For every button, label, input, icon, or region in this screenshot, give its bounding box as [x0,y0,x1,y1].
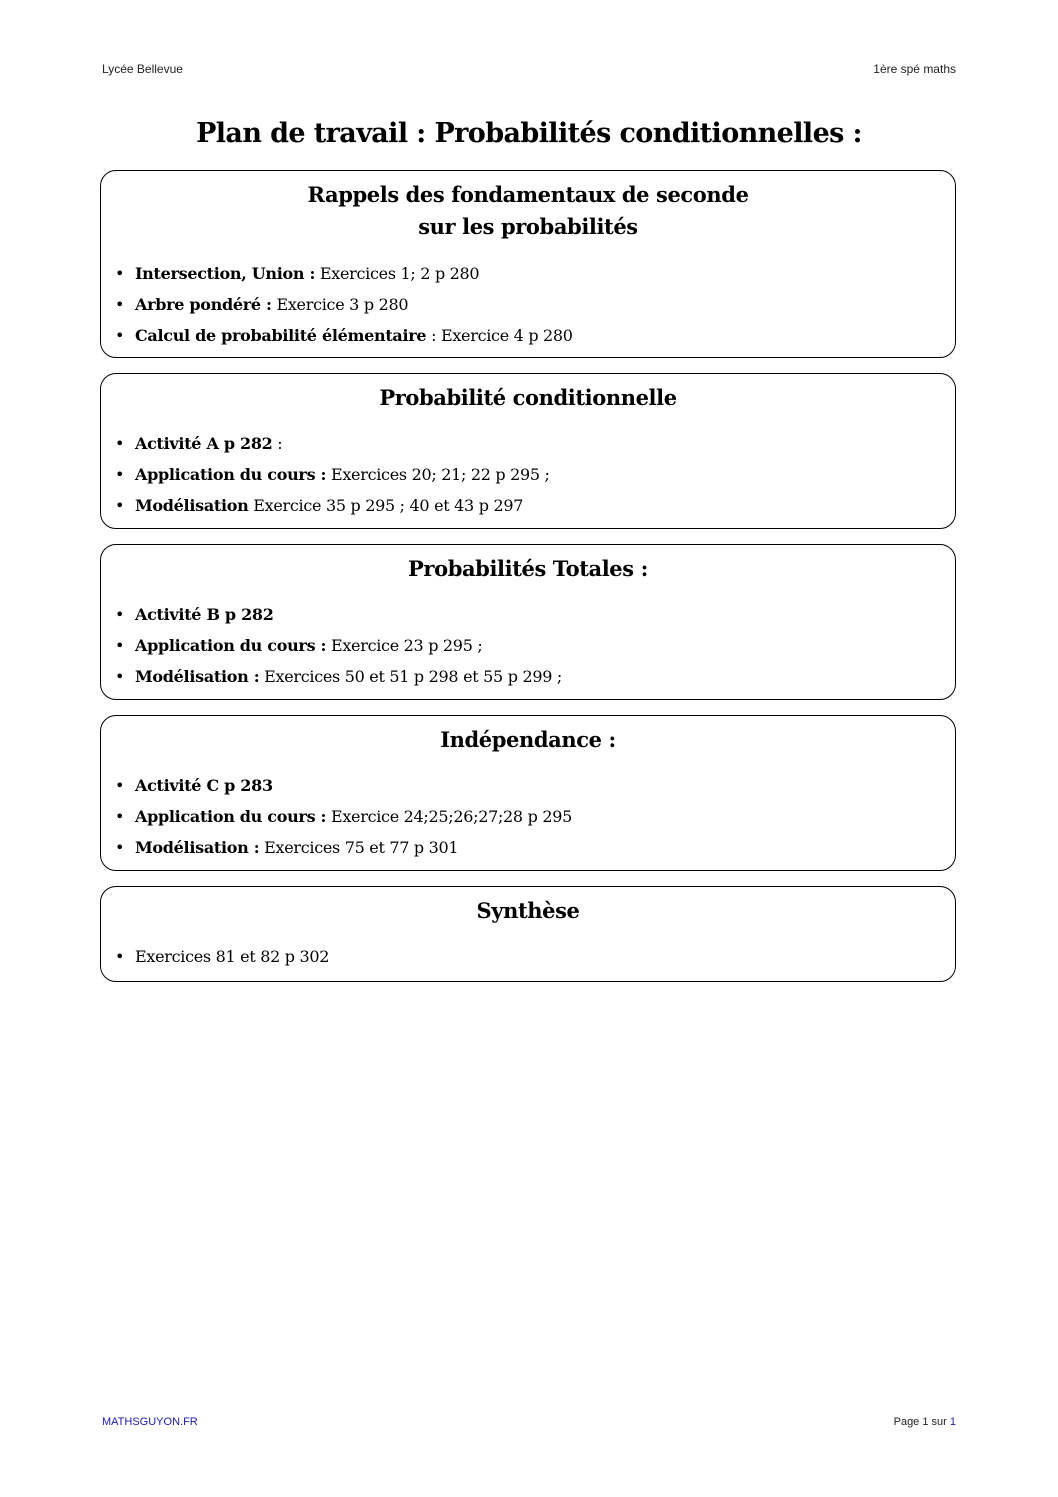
bullet-icon: • [115,465,125,484]
bullet-icon: • [115,434,125,453]
list-item: • Modélisation Exercice 35 p 295 ; 40 et 43 p 297 [115,490,955,521]
bullet-icon: • [115,326,125,345]
bullet-icon: • [115,636,125,655]
bullet-icon: • [115,264,125,283]
bullet-icon: • [115,605,125,624]
page-total-link[interactable]: 1 [949,1416,956,1428]
list-item: • Application du cours : Exercice 23 p 295 ; [115,630,955,661]
section-title: Probabilité conditionnelle [379,385,677,410]
item-list [101,428,955,521]
bullet-icon: • [115,807,125,826]
section-title-line1: Rappels des fondamentaux de seconde [307,182,749,207]
list-item: • Activité B p 282 [115,599,955,630]
bullet-icon: • [115,295,125,314]
section-title: Indépendance : [440,727,616,752]
header-class: 1ère spé maths [873,62,956,76]
list-item: • Modélisation : Exercices 50 et 51 p 298 et 55 p 299 ; [115,661,955,692]
list-item: • Calcul de probabilité élémentaire : Exercice 4 p 280 [115,320,955,351]
list-item: • Application du cours : Exercices 20; 21; 22 p 295 ; [115,459,955,490]
item-list [101,258,955,351]
header-school: Lycée Bellevue [102,62,183,76]
section-title: Probabilités Totales : [408,556,648,581]
bullet-icon: • [115,776,125,795]
section-title: Synthèse [476,898,580,923]
section-title-line2: sur les probabilités [418,214,638,239]
bullet-icon: • [115,496,125,515]
bullet-icon: • [115,667,125,686]
list-item: • Activité C p 283 [115,770,955,801]
section-independance [100,715,956,871]
section-title [101,179,955,243]
list-item: • Application du cours : Exercice 24;25;26;27;28 p 295 [115,801,955,832]
section-probabilite-conditionnelle [100,373,956,529]
item-list [101,770,955,863]
section-rappels [100,170,956,358]
footer-site-link[interactable]: MATHSGUYON.FR [102,1416,198,1428]
bullet-icon: • [115,838,125,857]
list-item: • Exercices 81 et 82 p 302 [115,941,955,972]
footer-page-number: Page 1 sur 1 [893,1416,956,1428]
page-title: Plan de travail : Probabilités conditionnelles : [196,118,862,149]
item-list [101,941,955,972]
list-item: • Intersection, Union : Exercices 1; 2 p 280 [115,258,955,289]
list-item: • Arbre pondéré : Exercice 3 p 280 [115,289,955,320]
section-probabilites-totales [100,544,956,700]
bullet-icon: • [115,947,125,966]
section-synthese [100,886,956,982]
list-item: • Modélisation : Exercices 75 et 77 p 301 [115,832,955,863]
list-item: • Activité A p 282 : [115,428,955,459]
item-list [101,599,955,692]
